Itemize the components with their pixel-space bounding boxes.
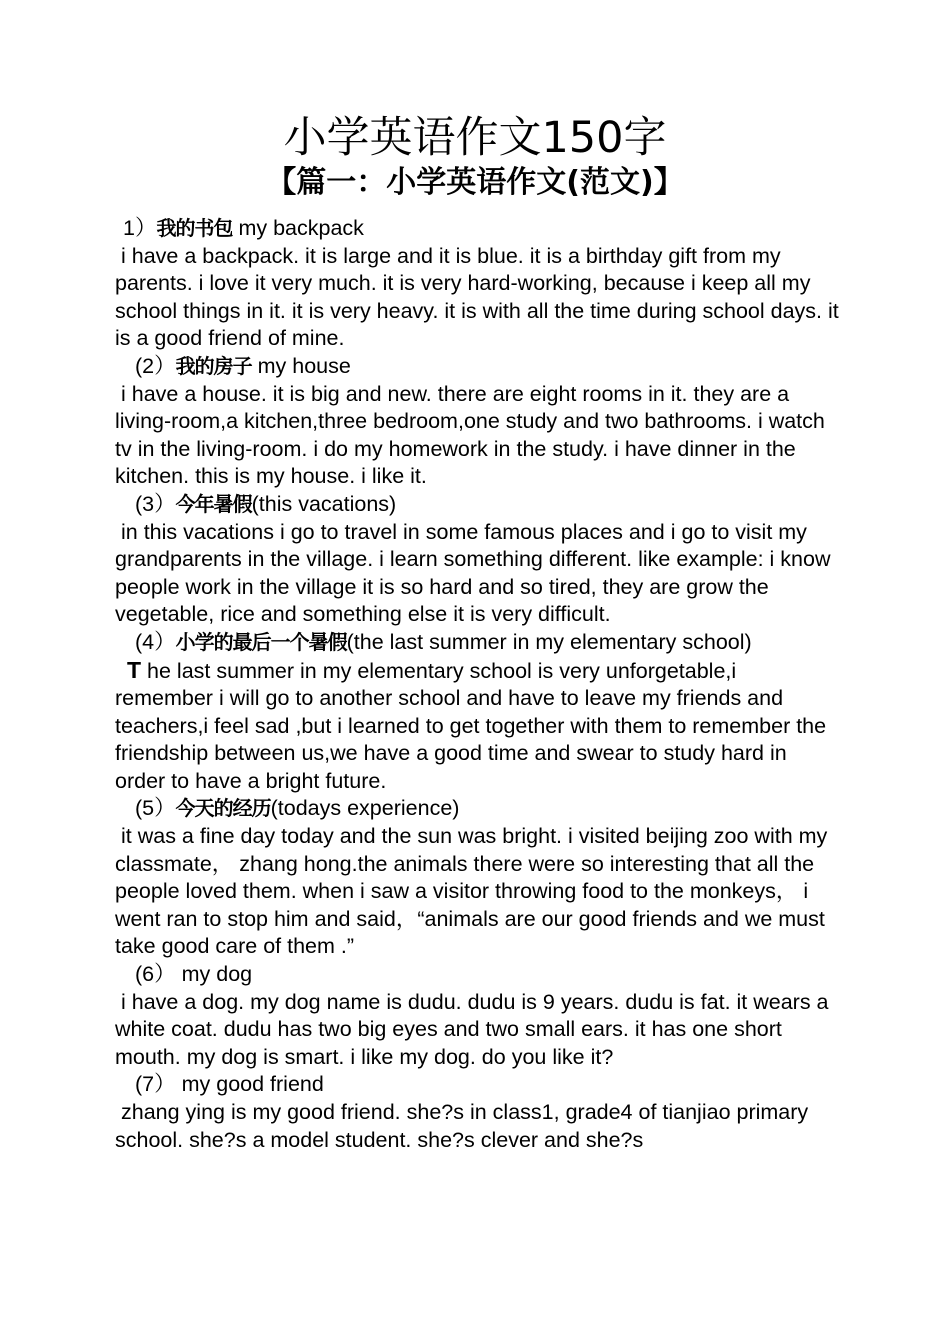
section-heading-1 — [115, 215, 840, 243]
section-title-chinese: 今天的经历 — [175, 796, 271, 821]
section-title-english: (the last summer in my elementary school) — [346, 629, 752, 654]
section-title-english: my house — [251, 353, 351, 378]
section-paragraph-7: zhang ying is my good friend. she?s in class1, grade4 of tianjiao primary school. she?s a model student. she?s clever and she?s — [115, 1100, 809, 1152]
section-number: (4） — [135, 629, 176, 654]
section-number: (5） — [135, 796, 176, 821]
document-subtitle: 【篇一：小学英语作文(范文)】 — [266, 165, 684, 200]
section-paragraph-3: in this vacations i go to travel in some famous places and i go to visit my grandparents in the village. i learn something different. like example: i know people work in the village it is so hard and so tired, they are grow the vegetable, rice and something else it is very difficult. — [115, 519, 831, 627]
section-title-chinese: 我的书包 — [156, 216, 233, 240]
paragraph-text: he last summer in my elementary school is very unforgetable,i remember i will go to another school and have to leave my friends and teachers,i feel sad ,but i learned to get together with them to remember the friendship between us,we have a good time and swear to study hard in order to have a bright future. — [115, 658, 827, 793]
section-title-english: (this vacations) — [251, 491, 397, 516]
section-number: 1） — [123, 216, 157, 240]
section-title-chinese: 今年暑假 — [175, 491, 252, 516]
section-title-english: my backpack — [232, 216, 364, 240]
section-number: (2） — [135, 353, 176, 378]
section-heading-3 — [115, 491, 840, 519]
section-heading-7 — [115, 1071, 840, 1099]
section-title-english: (todays experience) — [270, 796, 460, 821]
section-paragraph-6: i have a dog. my dog name is dudu. dudu is 9 years. dudu is fat. it wears a white coat. dudu has two big eyes and two small ears. it has one short mouth. my dog is smart. i like my dog. do you like it? — [115, 989, 829, 1069]
section-heading-5 — [115, 795, 840, 823]
section-number: (7） — [135, 1072, 176, 1097]
section-title-english: my dog — [181, 962, 253, 987]
section-title-chinese: 我的房子 — [175, 353, 252, 378]
section-paragraph-5: it was a fine day today and the sun was bright. i visited beijing zoo with my classmate， zhang hong.the animals there were so interesting that all the people loved them. when i saw a visitor throwing food to the monkeys， i went ran to stop him and said，“animals are our good friends and we must take good care of them .” — [115, 824, 828, 959]
section-paragraph-2: i have a house. it is big and new. there are eight rooms in it. they are a living-room,a kitchen,three bedroom,one study and two bathrooms. i watch tv in the living-room. i do my homework in the study. i have dinner in the kitchen. this is my house. i like it. — [115, 381, 825, 489]
section-number: (6） — [135, 962, 176, 987]
document-title: 小学英语作文150字 — [283, 113, 667, 163]
section-title-chinese: 小学的最后一个暑假 — [175, 629, 347, 654]
essay-body — [115, 215, 840, 1154]
section-number: (3） — [135, 491, 176, 516]
drop-letter: T — [127, 656, 142, 683]
section-paragraph-1: i have a backpack. it is large and it is blue. it is a birthday gift from my parents. i love it very much. it is very hard-working, because i keep all my school things in it. it is very heavy. it is with all the time during school days. it is a good friend of mine. — [115, 243, 839, 351]
section-heading-6 — [115, 961, 840, 989]
section-paragraph-4 — [115, 657, 840, 796]
section-title-english: my good friend — [181, 1072, 324, 1097]
section-heading-4 — [115, 629, 840, 657]
section-heading-2 — [115, 353, 840, 381]
